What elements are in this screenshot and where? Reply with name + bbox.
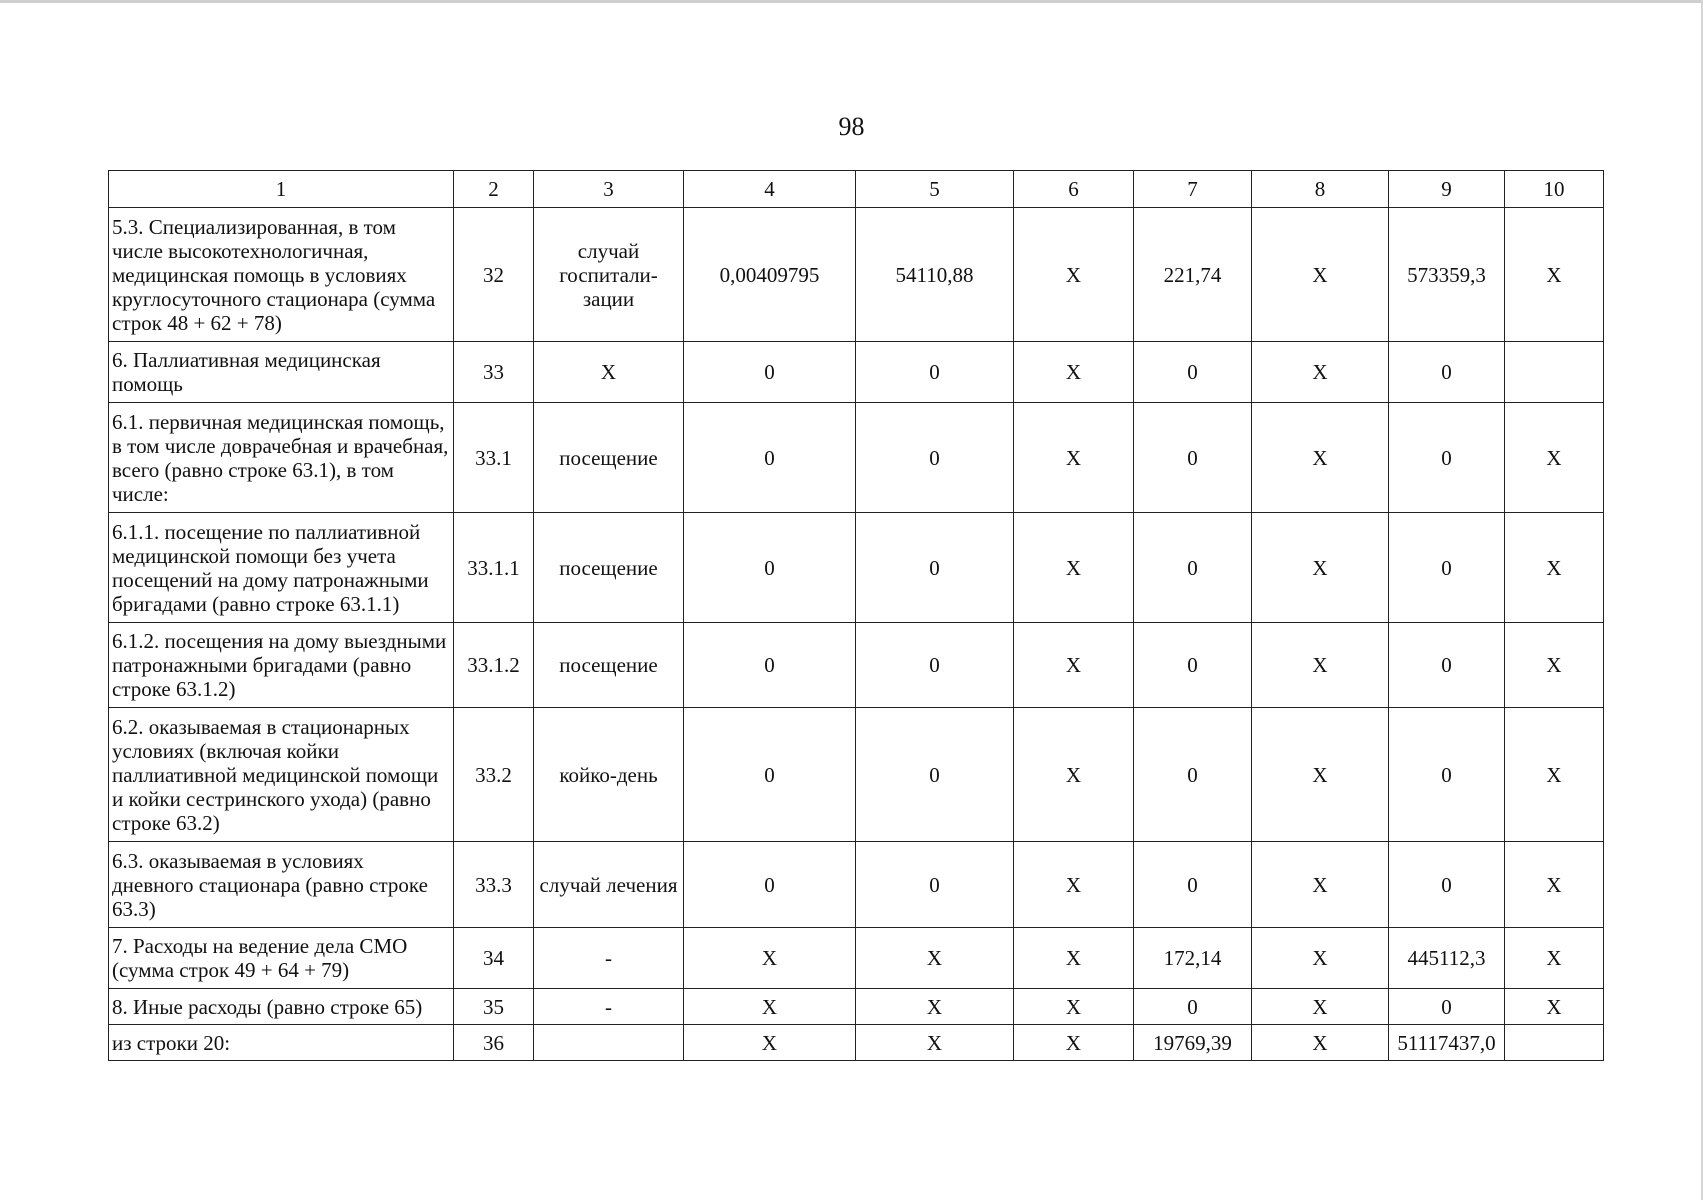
value-cell: X (1014, 403, 1134, 513)
column-header: 2 (454, 171, 534, 208)
value-cell: 0 (1134, 513, 1252, 623)
value-cell: X (1252, 708, 1389, 842)
value-cell: X (1014, 342, 1134, 403)
row-name-cell: из строки 20: (109, 1025, 454, 1061)
row-name-cell: 6.1.1. посещение по паллиативной медицинской помощи без учета посещений на дому патронажными бригадами (равно строке 63.1.1) (109, 513, 454, 623)
value-cell: X (1252, 928, 1389, 989)
value-cell: 0 (856, 513, 1014, 623)
value-cell: 445112,3 (1389, 928, 1505, 989)
value-cell: 0 (684, 708, 856, 842)
column-header: 6 (1014, 171, 1134, 208)
row-number-cell: 34 (454, 928, 534, 989)
value-cell: 0 (684, 342, 856, 403)
column-header: 1 (109, 171, 454, 208)
value-cell: X (1252, 208, 1389, 342)
row-number-cell: 35 (454, 989, 534, 1025)
value-cell: 0 (856, 403, 1014, 513)
value-cell: 0 (1134, 708, 1252, 842)
value-cell (1505, 342, 1604, 403)
value-cell: X (856, 989, 1014, 1025)
row-name-cell: 6.2. оказываемая в стационарных условиях (включая койки паллиативной медицинской помощи и койки сестринского ухода) (равно строке 63.2) (109, 708, 454, 842)
value-cell: X (684, 928, 856, 989)
column-header: 8 (1252, 171, 1389, 208)
value-cell: X (684, 1025, 856, 1061)
value-cell: X (1252, 1025, 1389, 1061)
value-cell: 0 (1134, 403, 1252, 513)
value-cell: X (1014, 623, 1134, 708)
row-number-cell: 33.1.2 (454, 623, 534, 708)
value-cell: X (1014, 708, 1134, 842)
value-cell: 19769,39 (1134, 1025, 1252, 1061)
value-cell: X (1252, 342, 1389, 403)
value-cell: 0 (684, 842, 856, 928)
column-header: 9 (1389, 171, 1505, 208)
value-cell: X (1014, 1025, 1134, 1061)
value-cell: X (1252, 623, 1389, 708)
table-row (109, 208, 1604, 342)
table-row (109, 623, 1604, 708)
table-row (109, 403, 1604, 513)
value-cell: 0 (1134, 342, 1252, 403)
value-cell: 51117437,0 (1389, 1025, 1505, 1061)
value-cell: 0 (856, 342, 1014, 403)
row-number-cell: 33.3 (454, 842, 534, 928)
value-cell: 0 (684, 513, 856, 623)
row-number-cell: 32 (454, 208, 534, 342)
table-row (109, 989, 1604, 1025)
value-cell: 0 (856, 842, 1014, 928)
value-cell: 573359,3 (1389, 208, 1505, 342)
value-cell: 54110,88 (856, 208, 1014, 342)
row-name-cell: 6.1.2. посещения на дому выездными патронажными бригадами (равно строке 63.1.2) (109, 623, 454, 708)
value-cell: 0 (1134, 842, 1252, 928)
unit-cell: X (534, 342, 684, 403)
value-cell: 0 (856, 623, 1014, 708)
value-cell: X (1505, 623, 1604, 708)
row-name-cell: 6. Паллиативная медицинская помощь (109, 342, 454, 403)
column-header: 3 (534, 171, 684, 208)
table-row (109, 708, 1604, 842)
unit-cell: случай госпитали-зации (534, 208, 684, 342)
column-header: 10 (1505, 171, 1604, 208)
data-table (108, 170, 1604, 1061)
value-cell: X (1505, 208, 1604, 342)
value-cell: X (1505, 708, 1604, 842)
value-cell: 221,74 (1134, 208, 1252, 342)
value-cell: 0 (684, 623, 856, 708)
page-number: 98 (838, 112, 865, 141)
table-header-row (109, 171, 1604, 208)
value-cell: X (1014, 208, 1134, 342)
value-cell: X (856, 928, 1014, 989)
unit-cell: посещение (534, 513, 684, 623)
table-row (109, 513, 1604, 623)
table-row (109, 342, 1604, 403)
unit-cell: посещение (534, 403, 684, 513)
row-name-cell: 5.3. Специализированная, в том числе высокотехнологичная, медицинская помощь в условиях круглосуточного стационара (сумма строк 48 + 62 + 78) (109, 208, 454, 342)
value-cell: 172,14 (1134, 928, 1252, 989)
row-number-cell: 33.1 (454, 403, 534, 513)
value-cell: 0 (1389, 342, 1505, 403)
row-number-cell: 33.1.1 (454, 513, 534, 623)
value-cell: X (684, 989, 856, 1025)
value-cell: 0 (1389, 513, 1505, 623)
scan-edge (0, 0, 1703, 3)
value-cell: 0 (856, 708, 1014, 842)
value-cell: 0 (1389, 708, 1505, 842)
unit-cell: - (534, 928, 684, 989)
value-cell: 0,00409795 (684, 208, 856, 342)
value-cell: X (1505, 989, 1604, 1025)
value-cell: 0 (1389, 989, 1505, 1025)
table-row (109, 928, 1604, 989)
value-cell: X (1252, 989, 1389, 1025)
row-name-cell: 7. Расходы на ведение дела СМО (сумма строк 49 + 64 + 79) (109, 928, 454, 989)
row-number-cell: 33.2 (454, 708, 534, 842)
value-cell: 0 (1134, 989, 1252, 1025)
value-cell: X (856, 1025, 1014, 1061)
unit-cell: случай лечения (534, 842, 684, 928)
value-cell: 0 (684, 403, 856, 513)
value-cell: X (1014, 842, 1134, 928)
unit-cell: койко-день (534, 708, 684, 842)
value-cell: X (1252, 513, 1389, 623)
row-name-cell: 6.3. оказываемая в условиях дневного стационара (равно строке 63.3) (109, 842, 454, 928)
value-cell: X (1505, 403, 1604, 513)
table-row (109, 1025, 1604, 1061)
value-cell: X (1014, 989, 1134, 1025)
value-cell (1505, 1025, 1604, 1061)
row-name-cell: 6.1. первичная медицинская помощь, в том числе доврачебная и врачебная, всего (равно строке 63.1), в том числе: (109, 403, 454, 513)
value-cell: X (1505, 842, 1604, 928)
value-cell: X (1014, 513, 1134, 623)
value-cell: 0 (1134, 623, 1252, 708)
value-cell: 0 (1389, 842, 1505, 928)
row-number-cell: 33 (454, 342, 534, 403)
unit-cell: - (534, 989, 684, 1025)
value-cell: 0 (1389, 403, 1505, 513)
unit-cell (534, 1025, 684, 1061)
value-cell: X (1505, 928, 1604, 989)
row-number-cell: 36 (454, 1025, 534, 1061)
value-cell: 0 (1389, 623, 1505, 708)
unit-cell: посещение (534, 623, 684, 708)
table-row (109, 842, 1604, 928)
column-header: 5 (856, 171, 1014, 208)
value-cell: X (1505, 513, 1604, 623)
value-cell: X (1252, 403, 1389, 513)
value-cell: X (1252, 842, 1389, 928)
row-name-cell: 8. Иные расходы (равно строке 65) (109, 989, 454, 1025)
value-cell: X (1014, 928, 1134, 989)
column-header: 4 (684, 171, 856, 208)
column-header: 7 (1134, 171, 1252, 208)
